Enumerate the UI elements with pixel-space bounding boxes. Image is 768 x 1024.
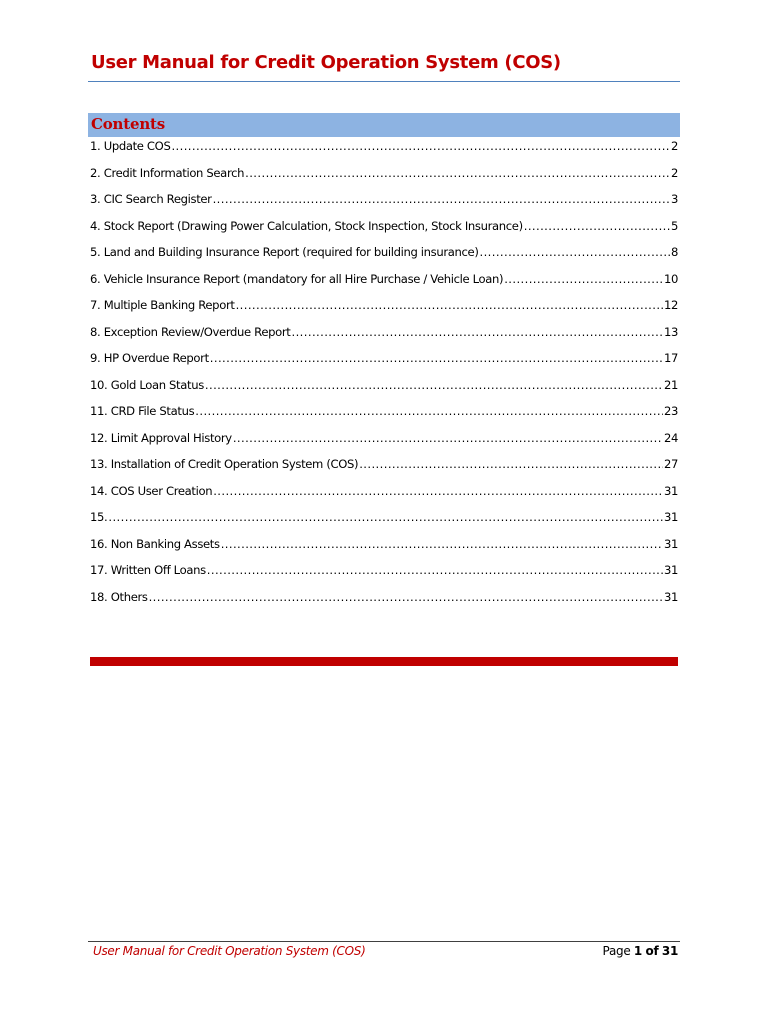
toc-dot-leader — [359, 456, 663, 473]
toc-entry-label: 16. Non Banking Assets — [90, 536, 220, 551]
toc-entry[interactable] — [90, 296, 680, 323]
toc-entry-page-number: 24 — [663, 430, 678, 445]
toc-entry[interactable] — [90, 402, 680, 429]
toc-entry-page-number: 10 — [663, 271, 678, 286]
toc-dot-leader — [207, 562, 663, 579]
document-title: User Manual for Credit Operation System (COS) — [91, 52, 561, 73]
toc-entry-label: 8. Exception Review/Overdue Report — [90, 324, 291, 339]
toc-entry-page-number: 3 — [670, 192, 678, 206]
contents-heading: Contents — [91, 115, 166, 133]
toc-entry-label: 6. Vehicle Insurance Report (mandatory for all Hire Purchase / Vehicle Loan) — [90, 271, 504, 286]
toc-dot-leader — [480, 244, 670, 261]
table-of-contents — [90, 137, 680, 614]
toc-entry[interactable] — [90, 508, 680, 535]
footer-page-current: 1 — [633, 944, 642, 958]
toc-entry-page-number: 31 — [663, 510, 678, 524]
contents-heading-bar — [88, 113, 680, 137]
footer-page-of-word: of — [645, 944, 659, 958]
toc-entry[interactable] — [90, 482, 680, 509]
toc-dot-leader — [524, 218, 670, 235]
toc-dot-leader — [210, 350, 663, 367]
toc-entry[interactable] — [90, 455, 680, 482]
toc-dot-leader — [195, 403, 663, 420]
toc-dot-leader — [245, 165, 670, 182]
toc-dot-leader — [221, 536, 663, 553]
toc-entry-page-number: 13 — [663, 324, 678, 339]
toc-entry-label: 12. Limit Approval History — [90, 430, 232, 445]
toc-dot-leader — [171, 138, 670, 155]
toc-entry-label: 4. Stock Report (Drawing Power Calculation, Stock Inspection, Stock Insurance) — [90, 218, 523, 233]
toc-entry-label: 14. COS User Creation — [90, 483, 213, 498]
toc-entry[interactable] — [90, 270, 680, 297]
footer-page-number — [603, 944, 678, 958]
toc-entry[interactable] — [90, 190, 680, 217]
footer-page-word: Page — [602, 944, 631, 958]
toc-entry[interactable] — [90, 535, 680, 562]
toc-entry[interactable] — [90, 349, 680, 376]
toc-entry[interactable] — [90, 588, 680, 615]
toc-entry-label: 13. Installation of Credit Operation System (COS) — [90, 457, 359, 471]
toc-entry[interactable] — [90, 323, 680, 350]
toc-entry-label: 1. Update COS — [90, 139, 171, 153]
red-divider-band — [90, 657, 678, 666]
toc-entry[interactable] — [90, 217, 680, 244]
toc-dot-leader — [149, 589, 663, 606]
toc-entry[interactable] — [90, 137, 680, 164]
footer-page-total: 31 — [661, 944, 678, 958]
toc-dot-leader — [213, 191, 670, 208]
toc-dot-leader — [292, 324, 663, 341]
toc-entry-label: 18. Others — [90, 589, 148, 604]
toc-entry-label: 9. HP Overdue Report — [90, 351, 209, 365]
toc-entry-page-number: 31 — [663, 563, 678, 577]
toc-entry-page-number: 31 — [663, 483, 678, 498]
toc-dot-leader — [205, 377, 663, 394]
toc-entry-page-number: 27 — [663, 457, 678, 471]
toc-entry-page-number: 23 — [663, 404, 678, 418]
toc-entry[interactable] — [90, 164, 680, 191]
toc-dot-leader — [213, 483, 663, 500]
toc-entry-label: 3. CIC Search Register — [90, 192, 212, 206]
title-underline-rule — [88, 81, 680, 82]
toc-entry-page-number: 5 — [670, 218, 678, 233]
footer-document-title: User Manual for Credit Operation System (COS) — [93, 944, 366, 958]
toc-entry-label: 11. CRD File Status — [90, 404, 195, 418]
toc-entry-label: 7. Multiple Banking Report — [90, 298, 235, 312]
toc-dot-leader — [236, 297, 663, 314]
toc-entry-label: 10. Gold Loan Status — [90, 377, 204, 392]
toc-entry[interactable] — [90, 429, 680, 456]
footer-rule — [88, 941, 680, 942]
toc-dot-leader — [233, 430, 663, 447]
toc-entry-page-number: 2 — [670, 165, 678, 180]
toc-entry-page-number: 21 — [663, 377, 678, 392]
toc-dot-leader — [108, 509, 663, 526]
toc-entry-label: 17. Written Off Loans — [90, 563, 206, 577]
toc-entry-page-number: 31 — [663, 589, 678, 604]
toc-entry-page-number: 17 — [663, 351, 678, 365]
toc-entry[interactable] — [90, 243, 680, 270]
toc-entry-label: 2. Credit Information Search — [90, 165, 245, 180]
toc-entry-label: 5. Land and Building Insurance Report (required for building insurance) — [90, 245, 479, 259]
toc-entry[interactable] — [90, 561, 680, 588]
toc-entry-page-number: 31 — [663, 536, 678, 551]
toc-entry-page-number: 12 — [663, 298, 678, 312]
toc-dot-leader — [504, 271, 663, 288]
toc-entry-label: 15. — [90, 510, 108, 524]
toc-entry-page-number: 2 — [670, 139, 678, 153]
toc-entry[interactable] — [90, 376, 680, 403]
toc-entry-page-number: 8 — [670, 245, 678, 259]
